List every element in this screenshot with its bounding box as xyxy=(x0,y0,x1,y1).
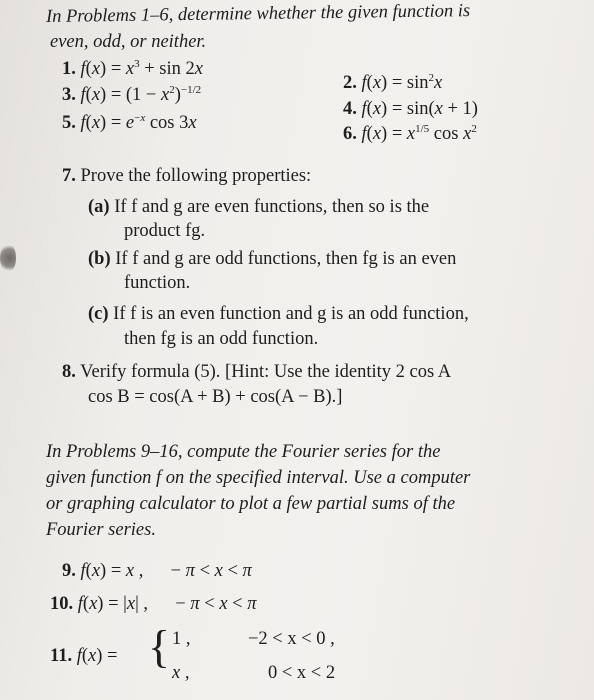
problem-7c-cont xyxy=(124,328,318,350)
problem-4: 4. f(x) = sin(x + 1) xyxy=(343,99,478,119)
problem-1: 1. $f(x) = x^3 + \sin 2x$ xyxy=(62,57,203,79)
problem-11: 11. f(x) = xyxy=(50,646,118,666)
case-interval: −2 < x < 0 , xyxy=(248,629,335,649)
problem-7b xyxy=(88,248,456,270)
problem-7a xyxy=(88,196,429,218)
instructions-problems-9-16 xyxy=(46,441,440,463)
case-value: x , xyxy=(172,663,190,683)
problem-3: 3. $f(x) = (1 - x^2)^{-1/2}$ xyxy=(62,83,202,105)
problem-11-case-2-interval xyxy=(268,662,335,684)
intro2-line: Fourier series. xyxy=(46,520,156,540)
problem-number: 4. xyxy=(343,99,357,119)
problem-number: 10. xyxy=(50,594,74,614)
part-text: If f and g are even functions, then so is the xyxy=(114,197,430,217)
problem-7-text: Prove the following properties: xyxy=(80,166,312,186)
problem-11-case-1-interval xyxy=(248,628,335,650)
part-label: (c) xyxy=(88,304,109,324)
problem-number: 11. xyxy=(50,646,73,666)
problem-number: 9. xyxy=(62,561,76,581)
problem-number: 1. xyxy=(62,59,76,79)
problem-11-case-1 xyxy=(172,628,191,650)
intro2-line: given function f on the specified interval. Use a computer xyxy=(46,468,471,488)
intro1-line1: In Problems 1–6, determine whether the given function is xyxy=(45,1,471,27)
problem-2: 2. $f(x) = \sin^2x$ xyxy=(343,71,443,93)
intro2-line: or graphing calculator to plot a few partial sums of the xyxy=(46,494,456,514)
problem-7a-cont xyxy=(124,220,205,242)
part-text: If f is an even function and g is an odd function, xyxy=(113,304,469,324)
part-text: If f and g are odd functions, then fg is an even xyxy=(115,249,457,269)
intro1-line2-row xyxy=(50,31,206,53)
shadow-mark xyxy=(0,243,16,273)
problem-number: 6. xyxy=(343,124,357,144)
problem-number: 2. xyxy=(343,73,357,93)
left-brace: { xyxy=(148,621,171,672)
problem-7b-cont xyxy=(124,272,190,294)
problem-9: 9. f(x) = x , − π < x < π xyxy=(62,561,252,581)
part-text: then fg is an odd function. xyxy=(124,329,319,349)
intro2-line: In Problems 9–16, compute the Fourier series for the xyxy=(46,442,441,462)
problem-8-line1: Verify formula (5). [Hint: Use the identity 2 cos A xyxy=(80,362,452,382)
part-label: (b) xyxy=(88,249,111,269)
part-label: (a) xyxy=(88,197,110,217)
intro2-row-3 xyxy=(46,493,455,515)
case-value: 1 , xyxy=(172,629,191,649)
problem-7c xyxy=(88,303,469,325)
problem-6: 6. $f(x) = x^{1/5}$ $\cos x^2$ xyxy=(343,122,477,144)
problem-7 xyxy=(62,165,311,187)
problem-number: 5. xyxy=(62,113,76,133)
part-text: function. xyxy=(124,273,191,293)
intro2-row-2 xyxy=(46,467,470,489)
intro2-row-4 xyxy=(46,519,156,541)
problem-number: 3. xyxy=(62,85,76,105)
part-text: product fg. xyxy=(124,221,206,241)
instructions-problems-1-6 xyxy=(46,0,470,28)
problem-5: 5. $f(x) = e^{-x}$ cos 3x xyxy=(62,111,197,133)
problem-8 xyxy=(62,361,451,383)
problem-10: 10. f(x) = |x| , − π < x < π xyxy=(50,594,257,614)
case-interval: 0 < x < 2 xyxy=(268,663,336,683)
problem-8-line2: cos B = cos(A + B) + cos(A − B).] xyxy=(88,387,343,407)
intro1-line2: even, odd, or neither. xyxy=(50,32,207,52)
problem-number: 8. xyxy=(62,362,76,382)
problem-number: 7. xyxy=(62,166,76,186)
problem-11-case-2 xyxy=(172,662,189,684)
problem-8-cont xyxy=(88,386,342,408)
